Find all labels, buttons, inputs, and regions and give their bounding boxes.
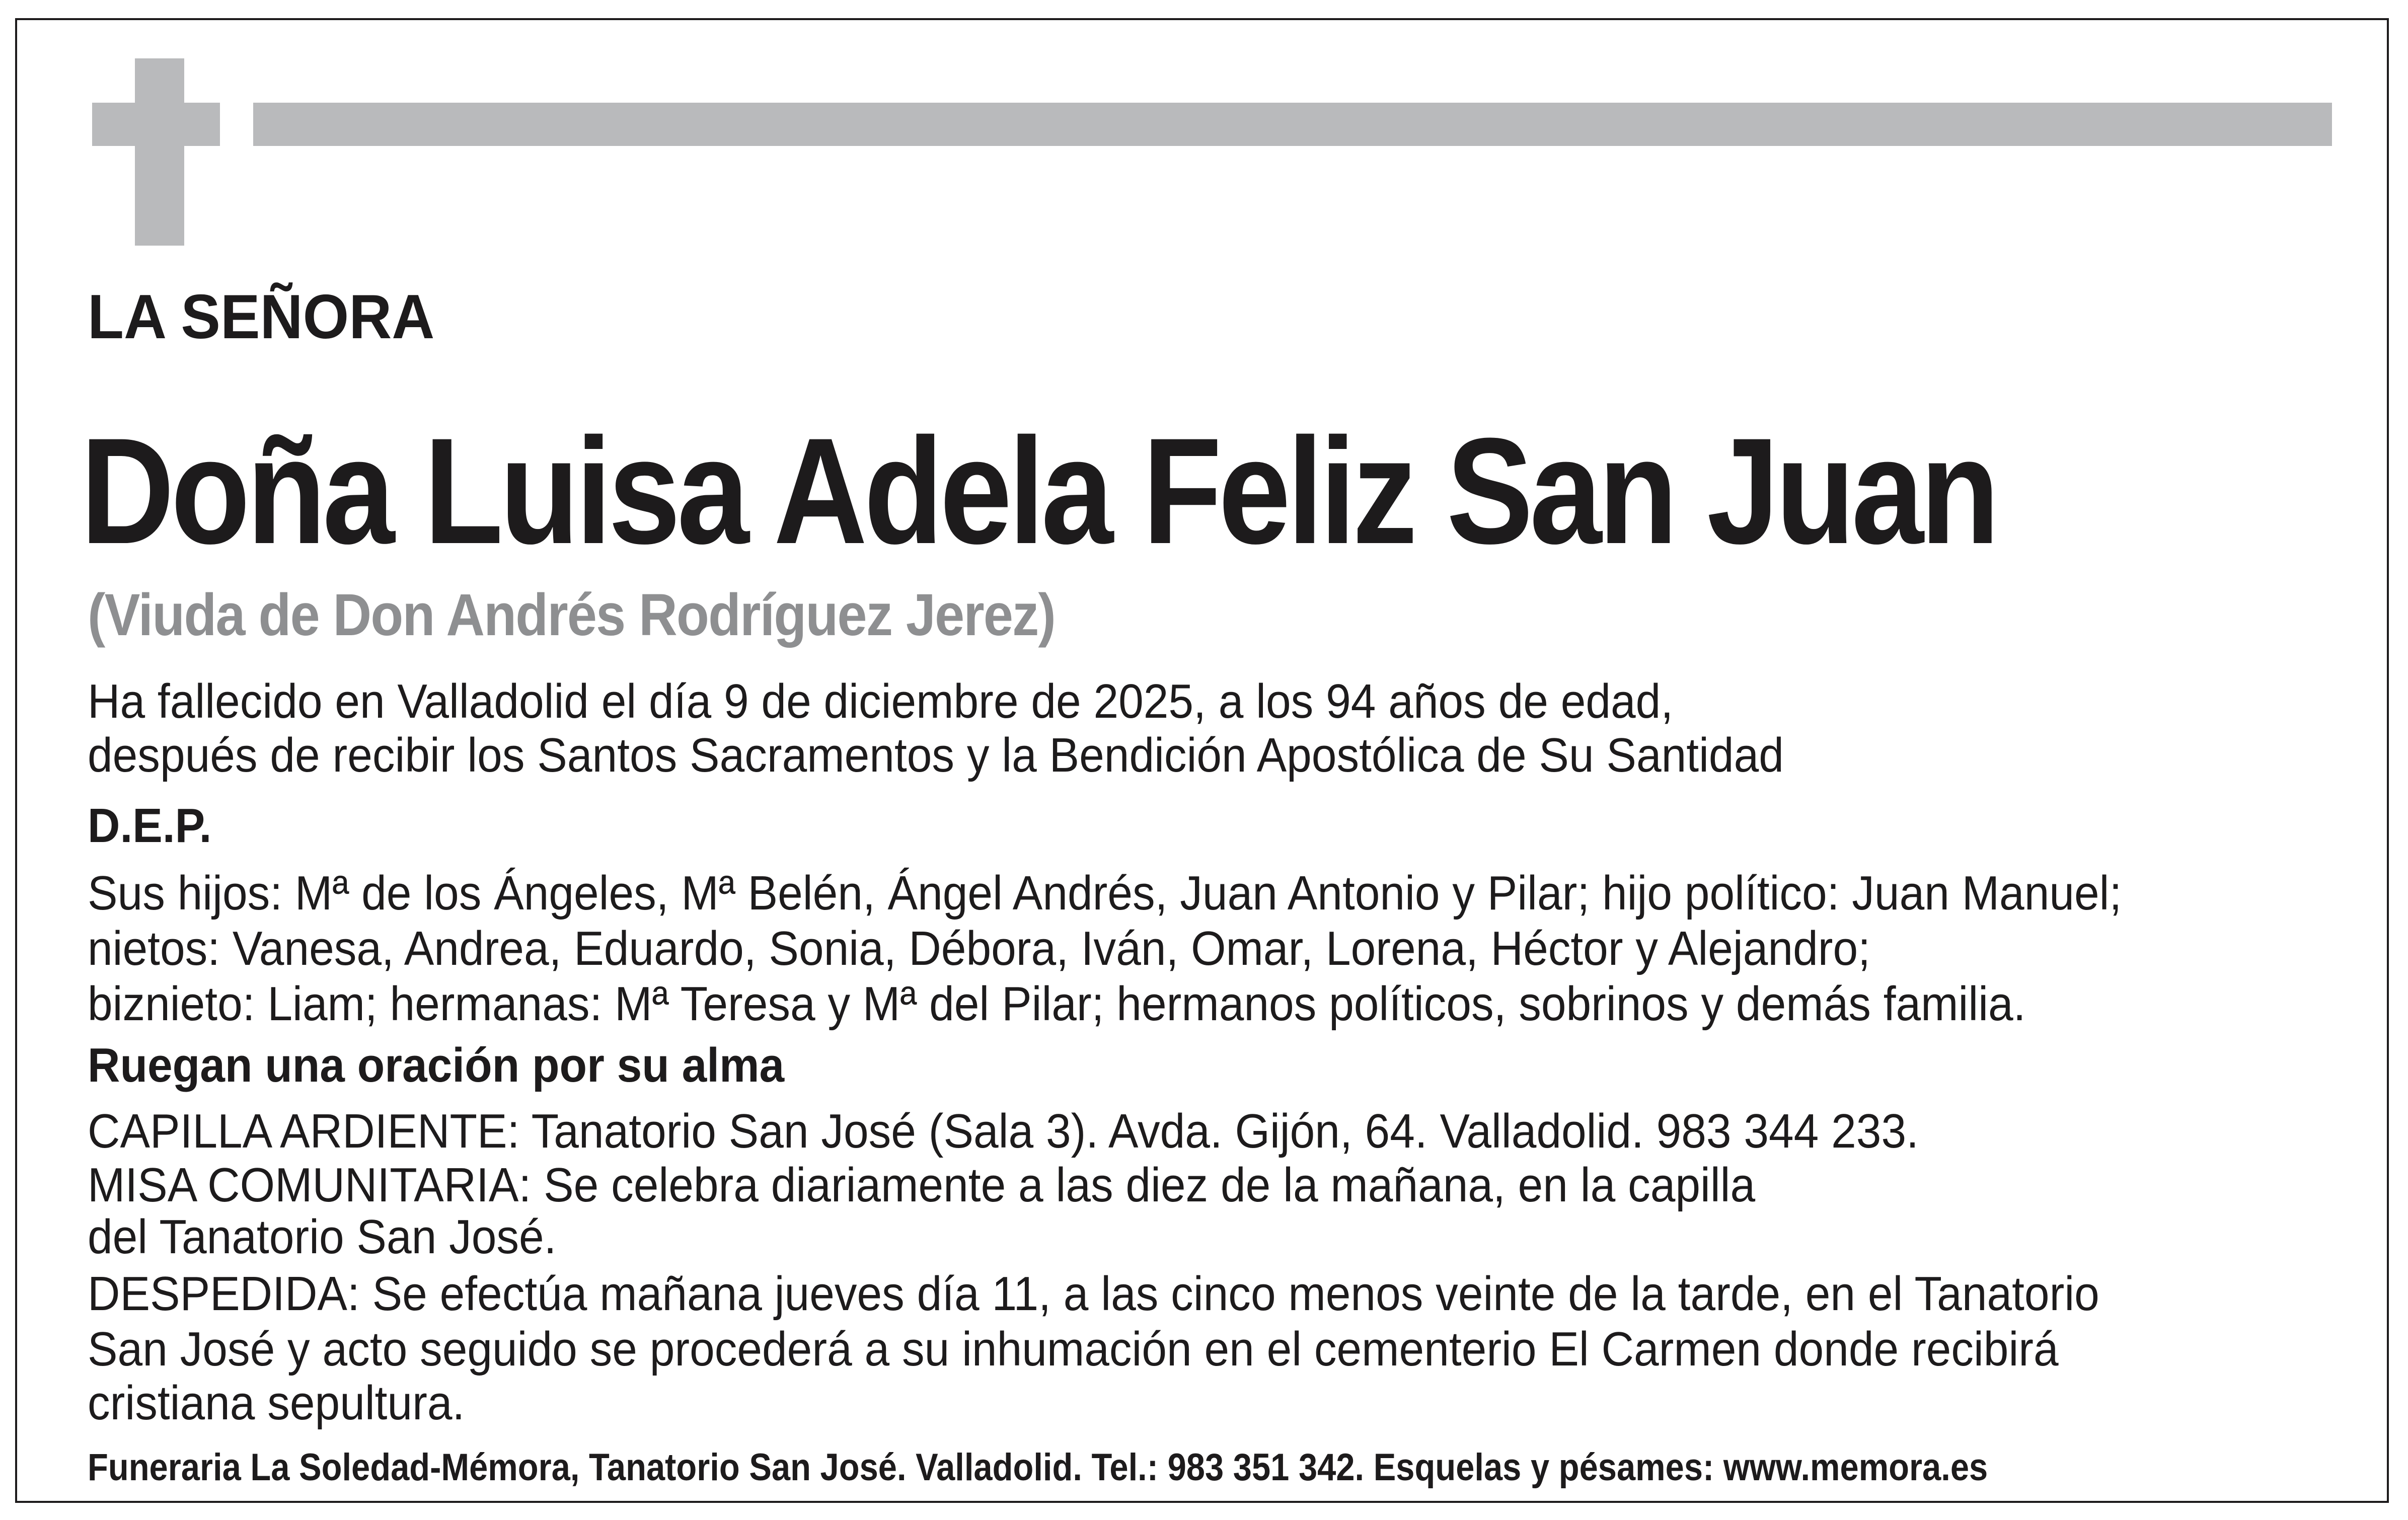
details-line: cristiana sepultura. (88, 1376, 465, 1430)
details-line: DESPEDIDA: Se efectúa mañana jueves día 11, a las cinco menos veinte de la tarde, en el Tanatorio (88, 1267, 2099, 1321)
death-notice-line: Ha fallecido en Valladolid el día 9 de diciembre de 2025, a los 94 años de edad, (88, 674, 1674, 728)
details-line: San José y acto seguido se procederá a su inhumación en el cementerio El Carmen donde recibirá (88, 1322, 2059, 1376)
header-divider-bar (253, 103, 2332, 146)
dep-label: D.E.P. (88, 799, 212, 853)
death-notice-line: después de recibir los Santos Sacramentos y la Bendición Apostólica de Su Santidad (88, 728, 1784, 782)
family-line: nietos: Vanesa, Andrea, Eduardo, Sonia, Débora, Iván, Omar, Lorena, Héctor y Alejandro; (88, 922, 1870, 975)
deceased-name: Doña Luisa Adela Feliz San Juan (81, 406, 1996, 575)
details-line: del Tanatorio San José. (88, 1210, 557, 1264)
details-line: MISA COMUNITARIA: Se celebra diariamente a las diez de la mañana, en la capilla (88, 1158, 1756, 1212)
lead-title: LA SEÑORA (88, 282, 435, 352)
family-line: biznieto: Liam; hermanas: Mª Teresa y Mª del Pilar; hermanos políticos, sobrinos y demás familia. (88, 977, 2026, 1031)
prayer-heading: Ruegan una oración por su alma (88, 1038, 785, 1092)
widow-subtitle: (Viuda de Don Andrés Rodríguez Jerez) (88, 582, 1056, 648)
funeral-home-footer: Funeraria La Soledad-Mémora, Tanatorio San José. Valladolid. Tel.: 983 351 342. Esquelas y pésames: www.memora.es (88, 1446, 1988, 1489)
cross-icon (135, 58, 184, 246)
details-line: CAPILLA ARDIENTE: Tanatorio San José (Sala 3). Avda. Gijón, 64. Valladolid. 983 344 233. (88, 1104, 1919, 1158)
cross-icon-arm (92, 103, 220, 146)
family-line: Sus hijos: Mª de los Ángeles, Mª Belén, Ángel Andrés, Juan Antonio y Pilar; hijo político: Juan Manuel; (88, 866, 2122, 920)
